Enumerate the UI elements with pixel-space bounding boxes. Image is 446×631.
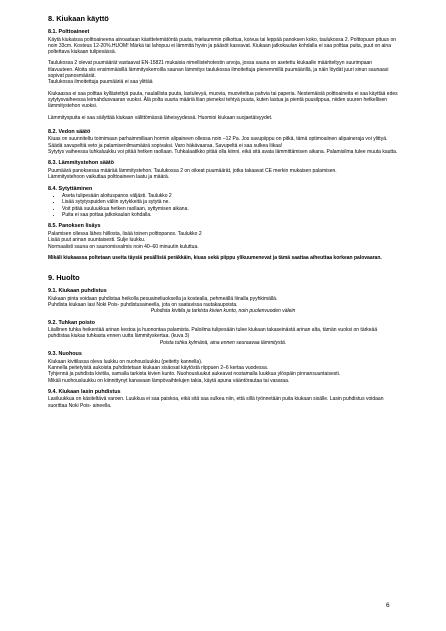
fire-warning: Mikäli kiukaassa poltetaan useita täysiä pesällisiä peräkkäin, kiuas sekä piippu ylikuumenevat ja tämä saattaa aiheuttaa korkean palovaaran. (48, 254, 382, 261)
section-8-5-title: 8.5. Panoksen lisäys (48, 223, 101, 230)
section-8-5-paragraph-1: Palamisen ollessa lähes hiillosta, lisää toinen polttopanos. Taulukko 2 (48, 230, 202, 237)
section-9-2-paragraph-1: Liiallinen tuhka heikentää arinan kestoa ja huonontaa palamista. Paloilma tulipesään tulee kiukaan takaseinästä arinan alta, tämän vuoksi on tärkeää puhdistaa kiukas tuhkasta ennen uutta lämmityskertaa. (kuva 3) (48, 327, 378, 340)
section-9-3-paragraph-3: Tyhjennä ja puhdista kivitila, samalla tarkista kivien kunto. Nuohousluukut aukeavat nostamalla luukkua ylöspäin pinnansuuntaisesti. (48, 371, 341, 378)
section-8-1-paragraph-2b: Taulukossa ilmoitettuja puumääriä ei saa ylittää (48, 79, 153, 86)
section-9-2-title: 9.2. Tuhkan poisto (48, 319, 95, 326)
section-8-2-title: 8.2. Vedon säätö (48, 128, 91, 135)
section-8-2-paragraph-1: Kiuas on suunniteltu toimimaan parhaimmillaan hormin alipaineen ollessa noin –12 Pa. Jos savupiippu on pitkä, tämä optimoaiinen alipaineraja voi ylittyä. Säädä savupeltiä veto ja palamisenilmamäärä sopivaksi. Varo häkävaaraa. Savupeltä ei saa sulkea liikaa! (48, 136, 388, 149)
section-8-3-paragraph-1: Puumäärä panoksessa määrää lämmitystehon. Taulukossa 2 on oikeat puumäärät, jotka takaavat CE merkin mukaisen palamisen. (48, 167, 337, 174)
list-item: • Voit pitää suuluukkua hetken raollaan, syttymisen aikana. (62, 206, 398, 212)
section-8-3-paragraph-2: Lämmitystehoon vaikuttaa polttoaineen laatu ja määrä. (48, 174, 170, 181)
section-9-3-paragraph-1: Kiukaan kivitilassa oleva luukku on nuohousluukku (peitetty kannella). (48, 358, 203, 365)
section-9-2-note: Poista tuhka kylmänä, aina ennen seuraavaa lämmitystä. (159, 339, 287, 346)
section-9-1-note: Puhdista kivitila ja tarkista kivien kunto, noin puolenvuoden välein (150, 308, 296, 315)
list-item: • Aseta tulipesään aloituspanos väljästi. Taulukko 2 (62, 193, 398, 199)
section-9-3-paragraph-4: Mikäli nuohousluukku on kiinnittynyt kanavaan lämpövaihtelujen takia, käytä apuna vääntörautaa tai vasaraa. (48, 377, 290, 384)
section-9-title: 9. Huolto (48, 273, 80, 283)
section-9-1-paragraph-2: Puhdista kiukaan lasi Noki Pois- puhdistusaineella, jota on saatavissa rautakaupoista. (48, 301, 238, 308)
section-9-3-title: 9.3. Nuohous (48, 351, 82, 358)
section-8-5-paragraph-2: Lisää puut arinan suuntaisesti. Sulje luukku. (48, 237, 146, 244)
section-8-1-paragraph-3: Kiukaassa ei saa polttaa kyllästettyä puuta, naulallista puuta, lastulevyä, muovia, muovitettua pahvia tai paperia. Nestemäisiä polttoaineita ei saa käyttää edes sytytysvaiheessa leimahdusvaaran vuoksi. Älä polta suuria määriä liian pieneksi tehtyä puuta, kuten lastua ja pientä puusilppua, niiden suuren hetkellisen lämmitystehon vuoksi. (48, 90, 398, 110)
section-8-1-title: 8.1. Polttoaineet (48, 29, 90, 35)
section-9-1-paragraph-1: Kiukaan pinta voidaan puhdistaa heikolla pesuaineliuoksella ja kostealla, pehmeällä liinalla pyyhkimällä. (48, 295, 278, 302)
section-8-1-paragraph-4: Lämmityspuita ei saa säilyttää kiukaan välittömässä läheisyydessä. Huomioi kiukaan suojaetäisyydet. (48, 114, 273, 121)
section-9-3-paragraph-2: Kannella peitetyistä aukoista puhdistetaan kiukaan sisäosat käytöstä riippuen 2–6 kertaa vuodessa. (48, 364, 269, 371)
section-8-5-paragraph-3: Normaalisti sauna on saunomisvalmis noin 40–60 minuutin kuluttua. (48, 243, 199, 250)
list-item: • Lisää sytytyspuiden väliin sytykkeitä ja sytytä ne. (62, 199, 398, 205)
list-item: • Puita ei saa pottaa jatkokaulan kohdalla. (62, 212, 398, 218)
section-9-4-title: 9.4. Kiukaan lasin puhdistus (48, 388, 121, 395)
section-8-title: 8. Kiukaan käyttö (48, 14, 109, 23)
ignition-steps-list (48, 193, 398, 218)
section-8-4-title: 8.4. Sytyttäminen (48, 185, 93, 192)
section-9-1-title: 9.1. Kiukaan puhdistus (48, 288, 107, 295)
section-8-1-paragraph-1: Käytä kiukaissa polttoaineena ainoastaan käsittelemätöntä puuta, mieluummin pilkottua, koivua tai leppää panoksen koko, taulukossa 2. Polttopuun pituus on noin 33cm. Kosteus 12-20%.HUOM! Märkä tai lahopuu ei lämmitä hyvin ja pääsöt kasvavat. Kiukaan jatkokaulan kohdalla ei saa polttaa puita, puut on aina poltettava kiukaan tulipesässä. (48, 36, 397, 56)
page-number: 6 (386, 602, 390, 609)
section-8-3-title: 8.3. Lämmitystehon säätö (48, 160, 114, 167)
page-content (48, 14, 398, 414)
section-8-1-paragraph-2: Taulukossa 2 olevat puumäärät vastaavat EN-15821 mukaisia nimellistehotestin arvoja, jossa sauna on asetettu kiukaalle määriteltyyn suurimpaan tilavuuteen. Aloita siis ensimmäisillä lämmityskerroilla saunan lämmitys taulukossa ilmoitettuja pienemmillä puumäärillä, ja näin löydät juuri sinun saunaasi sopivat panosmäärät. (48, 60, 389, 80)
section-9-4-paragraph-1: Lasiluukkua on käsiteltävä varoen. Luukkua ei saa paiskoa, eikä sitä saa sulkea niin, että sillä työnnetään puita kiukaan sisälle. Lasin puhdistus voidaan suorittaa Noki Pois- aineella. (48, 396, 384, 409)
section-8-2-paragraph-2: Sytytys vaiheessa tuhkaluukku voi pitää hetken raollaan. Tuhkalaatikko pitää olla kiinni. eikä sitä avata lämmittämisen aikana. Palamisilma tulee muuta kautta. (48, 149, 398, 156)
